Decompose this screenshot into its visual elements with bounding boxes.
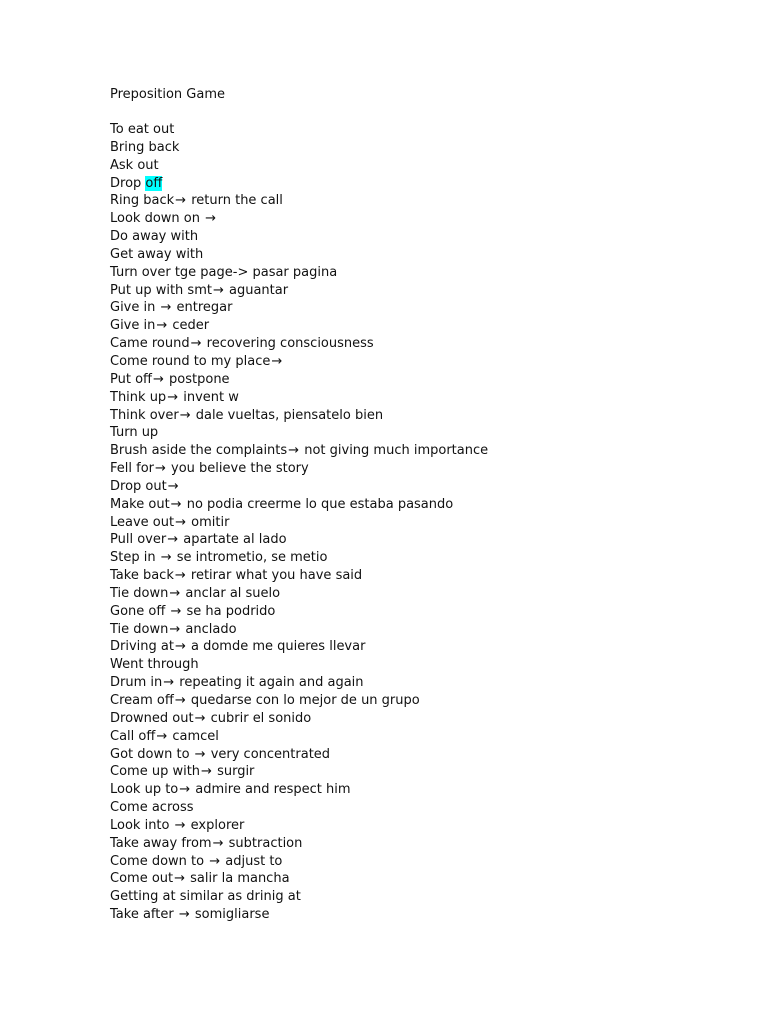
arrow-right-icon: → <box>178 907 190 923</box>
phrase-text: Get away with <box>110 246 204 262</box>
arrow-right-icon: → <box>169 621 181 637</box>
meaning-text: entregar <box>172 300 233 316</box>
arrow-right-icon: → <box>175 514 186 530</box>
phrase-line <box>110 407 488 425</box>
meaning-text: salir la mancha <box>186 871 290 887</box>
phrase-line <box>110 549 488 567</box>
phrase-text: Take back <box>110 568 174 584</box>
phrase-text: Come down to <box>110 853 209 869</box>
phrase-text: To eat out <box>110 122 175 137</box>
arrow-right-icon: → <box>205 211 217 227</box>
phrase-text: Fell for <box>110 461 154 477</box>
phrase-text: Pull over <box>110 532 167 548</box>
arrow-right-icon: → <box>167 389 179 405</box>
meaning-text: return the call <box>187 193 283 209</box>
phrase-text: Think over <box>110 407 179 423</box>
phrase-line <box>110 299 488 317</box>
meaning-text: no podia creerme lo que estaba pasando <box>182 496 454 512</box>
phrase-line <box>110 870 488 888</box>
phrase-line <box>110 835 488 853</box>
phrase-line <box>110 442 488 460</box>
phrase-line <box>110 335 488 353</box>
arrow-right-icon: → <box>201 764 212 780</box>
phrase-text: Drop <box>110 175 146 191</box>
phrase-text: Ask out <box>110 157 159 173</box>
phrase-text: Look up to <box>110 782 179 798</box>
phrase-text: Come across <box>110 800 194 816</box>
arrow-right-icon: → <box>194 710 206 726</box>
phrase-line <box>110 246 488 264</box>
arrow-right-icon: → <box>179 782 191 798</box>
meaning-text: postpone <box>164 371 230 387</box>
phrase-list <box>110 121 488 924</box>
phrase-text: Think up <box>110 389 167 405</box>
arrow-right-icon: → <box>169 585 181 601</box>
highlighted-word: off <box>145 175 163 191</box>
meaning-text: subtraction <box>224 835 303 851</box>
phrase-text: Drum in <box>110 675 163 691</box>
arrow-right-icon: → <box>160 300 172 316</box>
phrase-text: Take away from <box>110 835 212 851</box>
meaning-text: omitir <box>187 514 230 530</box>
phrase-text: Tie down <box>110 585 169 601</box>
arrow-right-icon: → <box>170 603 182 619</box>
meaning-text: adjust to <box>221 853 283 869</box>
phrase-line <box>110 157 488 175</box>
arrow-right-icon: → <box>167 478 179 494</box>
phrase-text: Put up with smt <box>110 282 212 298</box>
phrase-text: Getting at similar as drinig at <box>110 889 301 905</box>
arrow-right-icon: → <box>271 353 283 369</box>
phrase-text: Leave out <box>110 514 175 530</box>
phrase-text: Give in <box>110 300 160 316</box>
phrase-text: Gone off <box>110 603 170 619</box>
phrase-text: Turn over tge page-> pasar pagina <box>110 264 338 280</box>
arrow-right-icon: → <box>194 746 206 762</box>
phrase-line <box>110 710 488 728</box>
meaning-text: ceder <box>168 318 210 334</box>
phrase-line <box>110 728 488 746</box>
phrase-text: Step in <box>110 550 160 566</box>
phrase-line <box>110 746 488 764</box>
phrase-line <box>110 638 488 656</box>
meaning-text: a domde me quieres llevar <box>186 639 366 655</box>
arrow-right-icon: → <box>167 532 179 548</box>
meaning-text: camcel <box>168 728 219 744</box>
arrow-right-icon: → <box>155 461 166 477</box>
phrase-text: Take after <box>110 907 178 923</box>
meaning-text: admire and respect him <box>191 782 351 798</box>
arrow-right-icon: → <box>212 835 224 851</box>
phrase-text: Went through <box>110 657 199 673</box>
arrow-right-icon: → <box>153 371 164 387</box>
meaning-text: quedarse con lo mejor de un grupo <box>186 693 420 708</box>
phrase-line <box>110 888 488 906</box>
phrase-line <box>110 817 488 835</box>
phrase-text: Put off <box>110 371 152 387</box>
arrow-right-icon: → <box>190 336 202 352</box>
phrase-text: Come round to my place <box>110 353 271 369</box>
phrase-line <box>110 282 488 300</box>
phrase-line <box>110 603 488 621</box>
meaning-text: aguantar <box>224 282 289 298</box>
meaning-text: se ha podrido <box>182 603 276 619</box>
arrow-right-icon: → <box>174 568 186 584</box>
phrase-line <box>110 424 488 442</box>
phrase-line <box>110 799 488 817</box>
meaning-text: repeating it again and again <box>175 675 364 691</box>
meaning-text: cubrir el sonido <box>206 710 312 726</box>
meaning-text: anclado <box>181 621 237 637</box>
phrase-text: Drop out <box>110 478 167 494</box>
phrase-text: Ring back <box>110 193 175 209</box>
arrow-right-icon: → <box>156 318 168 334</box>
meaning-text: retirar what you have said <box>186 568 363 584</box>
phrase-text: Came round <box>110 336 190 352</box>
phrase-line <box>110 906 488 924</box>
phrase-text: Driving at <box>110 639 174 655</box>
phrase-line <box>110 496 488 514</box>
arrow-right-icon: → <box>160 550 172 566</box>
phrase-text: Look down on <box>110 211 205 227</box>
meaning-text: apartate al lado <box>179 532 287 548</box>
phrase-line <box>110 478 488 496</box>
phrase-line <box>110 567 488 585</box>
arrow-right-icon: → <box>174 817 186 833</box>
phrase-line <box>110 192 488 210</box>
phrase-text: Tie down <box>110 621 169 637</box>
arrow-right-icon: → <box>156 728 168 744</box>
meaning-text: very concentrated <box>206 746 331 762</box>
meaning-text: explorer <box>186 817 245 833</box>
phrase-line <box>110 514 488 532</box>
phrase-line <box>110 853 488 871</box>
phrase-line <box>110 175 488 193</box>
phrase-text: Come out <box>110 871 174 887</box>
phrase-line <box>110 139 488 157</box>
arrow-right-icon: → <box>179 407 191 423</box>
arrow-right-icon: → <box>175 193 187 209</box>
phrase-line <box>110 531 488 549</box>
phrase-text: Make out <box>110 496 170 512</box>
phrase-text: Come up with <box>110 764 201 780</box>
phrase-line <box>110 210 488 228</box>
phrase-line <box>110 781 488 799</box>
meaning-text: surgir <box>212 764 255 780</box>
meaning-text: invent w <box>179 389 239 405</box>
arrow-right-icon: → <box>174 639 186 655</box>
phrase-line <box>110 371 488 389</box>
phrase-text: Give in <box>110 318 156 334</box>
meaning-text: dale vueltas, piensatelo bien <box>191 407 384 423</box>
phrase-text: Bring back <box>110 139 180 155</box>
phrase-text: Look into <box>110 817 174 833</box>
arrow-right-icon: → <box>209 853 221 869</box>
phrase-text: Do away with <box>110 229 199 245</box>
phrase-line <box>110 692 488 710</box>
phrase-line <box>110 763 488 781</box>
phrase-text: Brush aside the complaints <box>110 443 288 459</box>
meaning-text: somigliarse <box>190 907 270 923</box>
phrase-text: Cream off <box>110 693 174 708</box>
arrow-right-icon: → <box>174 871 186 887</box>
meaning-text: recovering consciousness <box>202 336 374 352</box>
phrase-text: Turn up <box>110 425 159 441</box>
phrase-line <box>110 317 488 335</box>
arrow-right-icon: → <box>212 282 224 298</box>
meaning-text: anclar al suelo <box>181 585 281 601</box>
phrase-line <box>110 585 488 603</box>
phrase-line <box>110 674 488 692</box>
page-title: Preposition Game <box>110 87 225 102</box>
phrase-line <box>110 621 488 639</box>
phrase-line <box>110 228 488 246</box>
phrase-line <box>110 389 488 407</box>
meaning-text: se intrometio, se metio <box>172 550 328 566</box>
phrase-line <box>110 264 488 282</box>
phrase-line <box>110 460 488 478</box>
phrase-line <box>110 656 488 674</box>
meaning-text: not giving much importance <box>300 443 489 459</box>
phrase-text: Got down to <box>110 746 194 762</box>
meaning-text: you believe the story <box>166 461 309 477</box>
arrow-right-icon: → <box>288 443 300 459</box>
arrow-right-icon: → <box>163 675 175 691</box>
arrow-right-icon: → <box>174 693 186 708</box>
arrow-right-icon: → <box>170 496 182 512</box>
phrase-line <box>110 121 488 139</box>
phrase-text: Drowned out <box>110 710 194 726</box>
phrase-text: Call off <box>110 728 156 744</box>
phrase-line <box>110 353 488 371</box>
